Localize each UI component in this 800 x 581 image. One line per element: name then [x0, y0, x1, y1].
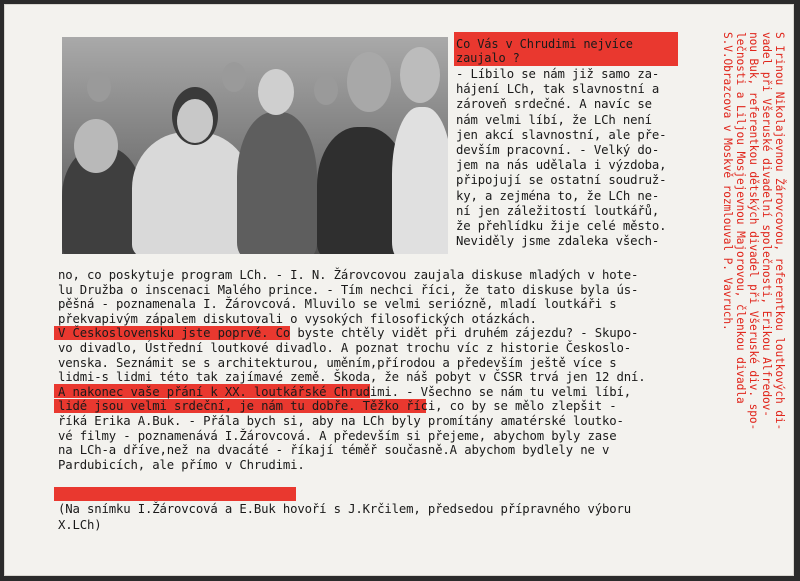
photo-caption: (Na snímku I.Žárovcová a E.Buk hovoří s J.Krčilem, předsedou přípravného výboru X.LCh) — [58, 502, 632, 532]
photo-figure — [132, 132, 252, 254]
group-photo — [62, 37, 448, 254]
interview-answer-column: - Líbilo se nám již samo za- hájení LCh, tak slavnostní a zároveň srdečné. A navíc se nám velmi líbí, že LCh není jen akcí slavnostní, ale pře- devším pracovní. - Velký do- jem na nás udělala i výzdoba, připojují se ostatní soudruž- ky, a zejména to, že LCh ne- ní jen záležitostí loutkářů, že přehlídku žije celé město. Neviděly jsme zdaleka všech- — [456, 67, 667, 249]
photo-figure — [392, 107, 448, 254]
highlight-mark — [54, 487, 296, 501]
photo-head — [74, 119, 118, 173]
photo-head — [258, 69, 294, 115]
interview-body-text: no, co poskytuje program LCh. - I. N. Žárovcovou zaujala diskuse mladých v hote- lu Družba o inscenaci Malého prince. - Tím nechci říci, že tato diskuse byla ús- pěšná - poznamenala I. Žárovcová. Mluvilo se velmi seriózně, mladí loutkáři s překvapivým zápalem diskutovali o vysokých filosofických otázkách. V Československu jste poprvé. Co byste chtěly vidět při druhém zájezdu? - Skupo- vo divadlo, Ústřední loutkové divadlo. A poznat trochu víc z historie Českoslo- venska. Seznámit se s architekturou, uměním,přírodou a především ještě více s lidmi-s lidmi této tak zajímavé země. Škoda, že náš pobyt v ČSSR trvá jen 12 dní. A nakonec vaše přání k XX. loutkářské Chrudimi. - Všechno se nám tu velmi líbí, lidé jsou velmi srdeční, je nám tu dobře. Těžko říci, co by se mělo zlepšit - říká Erika A.Buk. - Přála bych si, aby na LCh byly promítány amatérské loutko- vé filmy - poznamenává I.Žárovcová. A především si přejeme, abychom byly zase na LCh-a dříve,než na dvacáté - říkají téměř současně.A abychom bydlely ne v Pardubicích, ale přímo v Chrudimi. — [58, 268, 646, 472]
photo-head — [222, 62, 246, 92]
photo-head — [347, 52, 391, 112]
document-page — [4, 4, 794, 576]
photo-head — [177, 99, 213, 143]
photo-head — [314, 75, 338, 105]
interview-question: Co Vás v Chrudimi nejvíce zaujalo ? — [456, 37, 633, 65]
photo-figure — [237, 112, 317, 254]
vertical-caption-text: S Irinou Nikolajevnou Žárovcovou, referentkou loutkových di- vadel při Všeruské divadelní společnosti, Erikou Alfredov- nou Buk, referentkou dětských divadel při Všeruské div. spo- lečnosti a Liljou Mosjejevnou Majorovou, členkou divadla S.V.Obrazcova v Moskvě rozmlouval P. Vavruch. — [721, 32, 786, 431]
photo-head — [400, 47, 440, 103]
photo-head — [87, 72, 111, 102]
